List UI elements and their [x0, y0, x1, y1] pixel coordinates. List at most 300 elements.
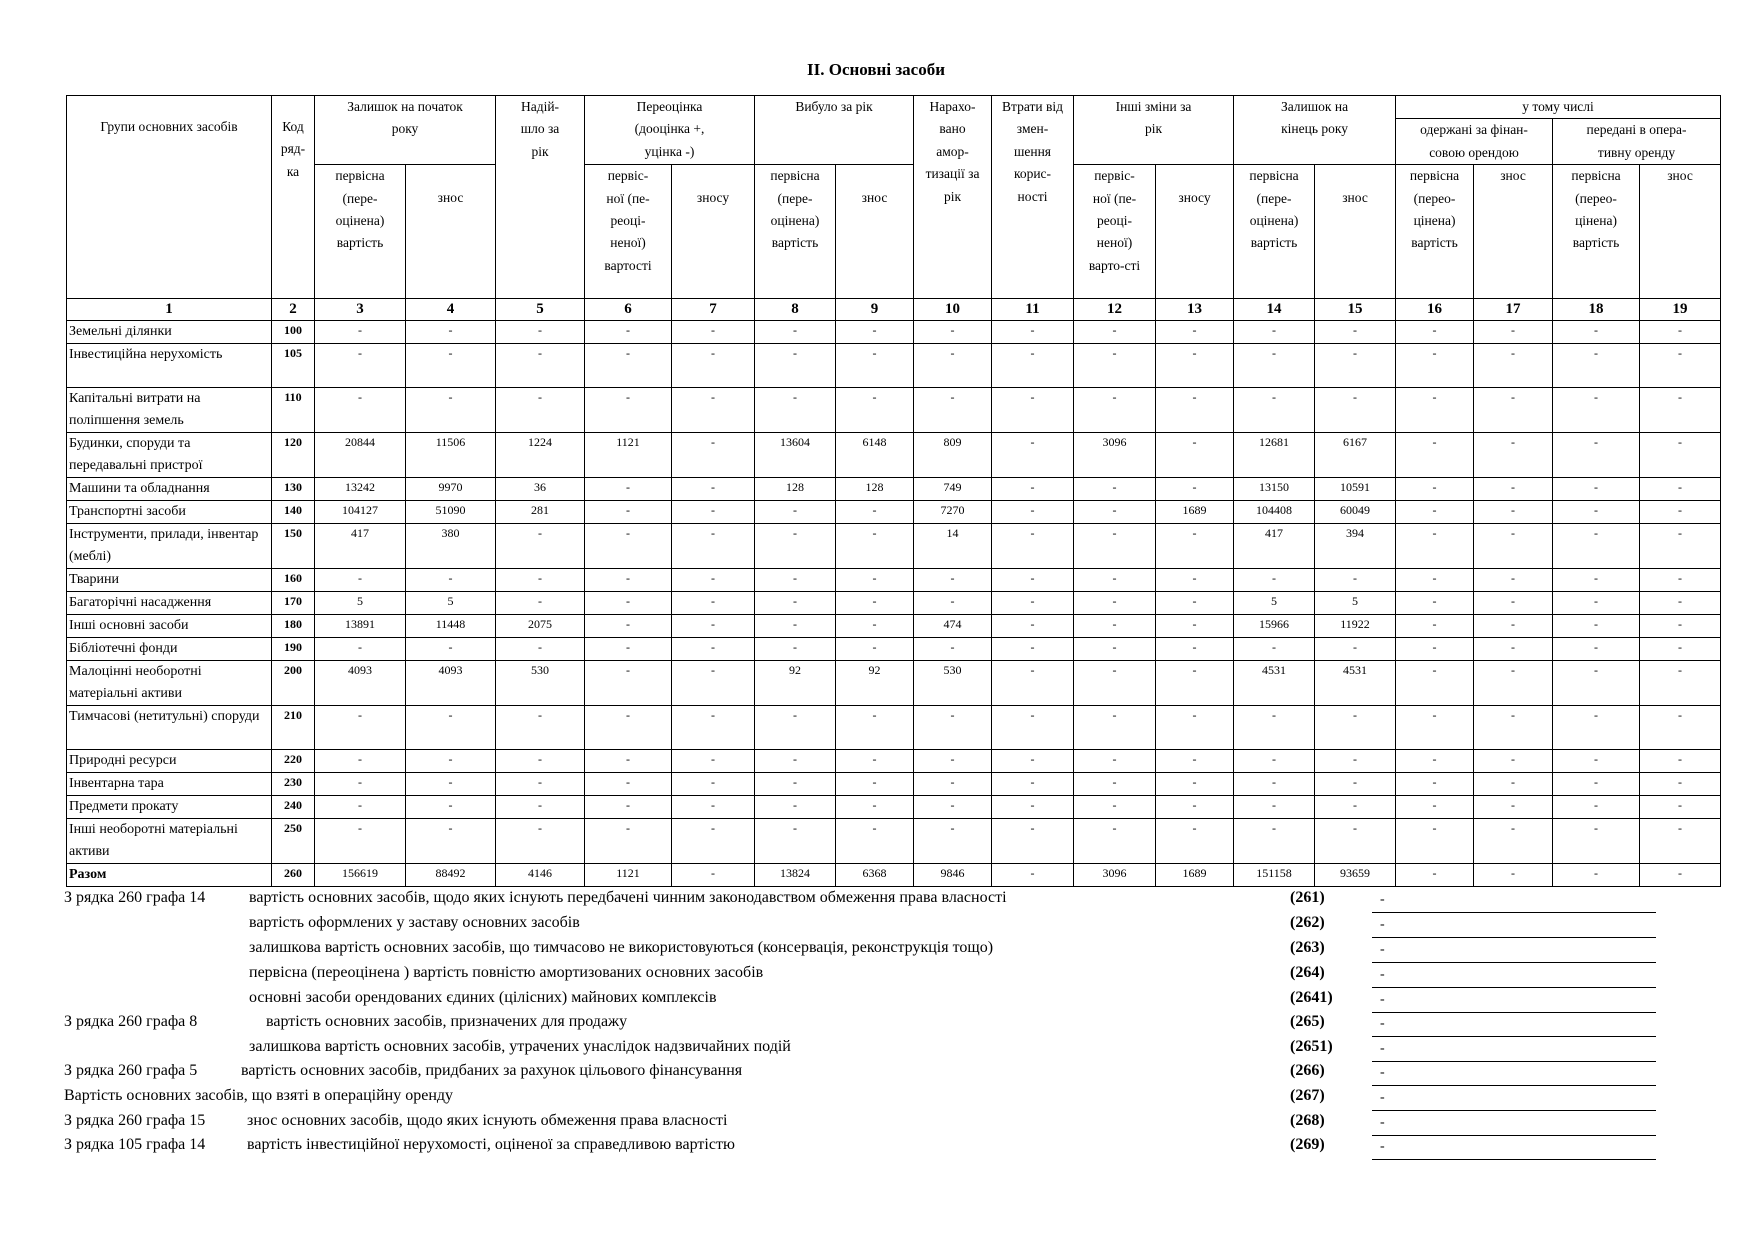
note-code: (269)	[1290, 1136, 1325, 1153]
table-cell: -	[585, 592, 672, 615]
table-cell: 15966	[1234, 615, 1315, 638]
table-cell: -	[585, 478, 672, 501]
table-cell: -	[496, 819, 585, 864]
row-code: 110	[272, 388, 315, 433]
table-cell: -	[1074, 524, 1156, 569]
row-code: 150	[272, 524, 315, 569]
row-code: 130	[272, 478, 315, 501]
header-col14: первісна (пере-оцінена) вартість	[1234, 165, 1315, 299]
table-cell: -	[1315, 388, 1396, 433]
table-cell: -	[914, 706, 992, 750]
table-cell: -	[1074, 750, 1156, 773]
table-cell: -	[755, 569, 836, 592]
table-cell: -	[836, 615, 914, 638]
row-code: 200	[272, 661, 315, 706]
table-cell: -	[836, 750, 914, 773]
row-name: Інші основні засоби	[67, 615, 272, 638]
note-code: (2641)	[1290, 989, 1333, 1006]
table-cell: 13824	[755, 864, 836, 887]
table-cell: -	[1474, 638, 1553, 661]
table-cell: 7270	[914, 501, 992, 524]
table-cell: -	[672, 569, 755, 592]
table-cell: -	[1074, 321, 1156, 344]
table-cell: -	[1474, 388, 1553, 433]
table-cell: 5	[1315, 592, 1396, 615]
table-cell: -	[672, 321, 755, 344]
table-cell: -	[1074, 773, 1156, 796]
table-cell: -	[755, 706, 836, 750]
note-code: (262)	[1290, 914, 1325, 931]
table-cell: -	[585, 773, 672, 796]
table-cell: -	[755, 524, 836, 569]
table-cell: -	[1156, 524, 1234, 569]
table-cell: -	[1156, 321, 1234, 344]
header-col16: первісна (перео-цінена) вартість	[1396, 165, 1474, 299]
table-cell: -	[1640, 501, 1721, 524]
table-cell: -	[992, 819, 1074, 864]
row-name: Природні ресурси	[67, 750, 272, 773]
table-cell: -	[1074, 501, 1156, 524]
table-cell: -	[836, 569, 914, 592]
table-cell: -	[1553, 864, 1640, 887]
table-cell: 2075	[496, 615, 585, 638]
table-cell: -	[315, 638, 406, 661]
table-cell: -	[672, 478, 755, 501]
column-number: 5	[496, 299, 585, 321]
note-code: (263)	[1290, 939, 1325, 956]
table-cell: -	[992, 524, 1074, 569]
header-col19: знос	[1640, 165, 1721, 299]
table-cell: 5	[406, 592, 496, 615]
table-cell: -	[672, 433, 755, 478]
table-cell: -	[1074, 592, 1156, 615]
table-cell: 128	[836, 478, 914, 501]
table-cell: -	[1553, 501, 1640, 524]
table-cell: -	[1474, 478, 1553, 501]
column-number: 11	[992, 299, 1074, 321]
table-cell: -	[315, 750, 406, 773]
table-cell: -	[1396, 864, 1474, 887]
table-cell: -	[406, 819, 496, 864]
table-cell: -	[1474, 615, 1553, 638]
header-col13: зносу	[1156, 165, 1234, 299]
table-cell: -	[755, 501, 836, 524]
table-cell: -	[914, 773, 992, 796]
header-col4: знос	[406, 165, 496, 299]
note-text: залишкова вартість основних засобів, що тимчасово не використовуються (консервація, реконструкція тощо)	[249, 939, 994, 956]
table-cell: -	[585, 661, 672, 706]
table-cell: -	[755, 638, 836, 661]
header-amort: Нарахо-вано амор-тизації за рік	[914, 96, 992, 299]
table-cell: -	[1234, 638, 1315, 661]
table-cell: -	[1396, 750, 1474, 773]
table-cell: -	[496, 796, 585, 819]
table-cell: -	[406, 321, 496, 344]
table-cell: -	[1474, 796, 1553, 819]
table-cell: -	[672, 819, 755, 864]
table-cell: -	[315, 344, 406, 388]
row-code: 170	[272, 592, 315, 615]
header-col18: первісна (перео-цінена) вартість	[1553, 165, 1640, 299]
table-cell: 13604	[755, 433, 836, 478]
note-value-field: -	[1372, 1115, 1656, 1136]
table-cell: -	[1474, 592, 1553, 615]
table-cell: -	[672, 796, 755, 819]
table-cell: -	[1234, 569, 1315, 592]
table-cell: -	[496, 592, 585, 615]
table-cell: -	[1640, 321, 1721, 344]
table-cell: 9970	[406, 478, 496, 501]
row-code: 260	[272, 864, 315, 887]
table-cell: -	[496, 638, 585, 661]
row-name: Предмети прокату	[67, 796, 272, 819]
table-cell: 92	[755, 661, 836, 706]
table-cell: -	[406, 773, 496, 796]
table-cell: 156619	[315, 864, 406, 887]
table-cell: -	[585, 615, 672, 638]
table-cell: -	[992, 344, 1074, 388]
table-cell: -	[1396, 819, 1474, 864]
table-cell: -	[1474, 569, 1553, 592]
table-cell: -	[672, 864, 755, 887]
header-col15: знос	[1315, 165, 1396, 299]
table-cell: 5	[315, 592, 406, 615]
table-cell: -	[585, 796, 672, 819]
table-cell: -	[992, 773, 1074, 796]
table-cell: -	[406, 388, 496, 433]
table-cell: -	[1315, 706, 1396, 750]
table-cell: -	[836, 796, 914, 819]
table-cell: 88492	[406, 864, 496, 887]
column-number: 19	[1640, 299, 1721, 321]
table-cell: -	[1156, 796, 1234, 819]
row-code: 190	[272, 638, 315, 661]
note-value-field: -	[1372, 1065, 1656, 1086]
table-cell: 12681	[1234, 433, 1315, 478]
note-text: вартість основних засобів, придбаних за рахунок цільового фінансування	[241, 1062, 743, 1079]
table-cell: -	[1396, 388, 1474, 433]
table-cell: 3096	[1074, 433, 1156, 478]
row-code: 105	[272, 344, 315, 388]
row-name: Тварини	[67, 569, 272, 592]
row-name: Бібліотечні фонди	[67, 638, 272, 661]
table-cell: -	[1396, 478, 1474, 501]
table-cell: -	[672, 706, 755, 750]
table-cell: -	[914, 592, 992, 615]
header-end: Залишок на кінець року	[1234, 96, 1396, 165]
table-cell: -	[406, 706, 496, 750]
column-number: 18	[1553, 299, 1640, 321]
table-cell: 6167	[1315, 433, 1396, 478]
table-cell: -	[1474, 344, 1553, 388]
note-code: (266)	[1290, 1062, 1325, 1079]
note-prefix: З рядка 260 графа 15	[64, 1112, 206, 1129]
table-cell: 1121	[585, 433, 672, 478]
table-cell: -	[1156, 433, 1234, 478]
row-name: Разом	[67, 864, 272, 887]
table-cell: 93659	[1315, 864, 1396, 887]
table-cell: 1121	[585, 864, 672, 887]
note-code: (261)	[1290, 889, 1325, 906]
table-cell: -	[496, 750, 585, 773]
table-cell: -	[1553, 773, 1640, 796]
table-cell: -	[1156, 344, 1234, 388]
table-cell: -	[1396, 524, 1474, 569]
table-cell: -	[585, 321, 672, 344]
table-cell: 13242	[315, 478, 406, 501]
table-cell: 1689	[1156, 501, 1234, 524]
table-cell: -	[672, 638, 755, 661]
table-cell: -	[1074, 388, 1156, 433]
table-cell: -	[1553, 592, 1640, 615]
table-cell: 51090	[406, 501, 496, 524]
table-cell: -	[1553, 569, 1640, 592]
table-cell: -	[1074, 796, 1156, 819]
table-cell: -	[1074, 615, 1156, 638]
table-cell: 749	[914, 478, 992, 501]
table-cell: -	[315, 773, 406, 796]
table-cell: -	[1315, 773, 1396, 796]
table-cell: -	[992, 661, 1074, 706]
table-cell: 417	[315, 524, 406, 569]
table-cell: -	[1315, 638, 1396, 661]
table-cell: 11922	[1315, 615, 1396, 638]
table-cell: 11448	[406, 615, 496, 638]
table-cell: -	[1474, 773, 1553, 796]
row-code: 220	[272, 750, 315, 773]
table-cell: -	[1553, 819, 1640, 864]
table-cell: -	[992, 388, 1074, 433]
table-cell: -	[836, 638, 914, 661]
header-col3: первісна (пере-оцінена) вартість	[315, 165, 406, 299]
table-cell: -	[1396, 796, 1474, 819]
table-cell: 9846	[914, 864, 992, 887]
table-cell: -	[1156, 478, 1234, 501]
table-cell: -	[1074, 819, 1156, 864]
note-value-field: -	[1372, 892, 1656, 913]
table-cell: 10591	[1315, 478, 1396, 501]
table-cell: -	[585, 706, 672, 750]
note-value-field: -	[1372, 917, 1656, 938]
table-cell: -	[1553, 615, 1640, 638]
header-arrived: Надій-шло за рік	[496, 96, 585, 299]
column-number: 16	[1396, 299, 1474, 321]
table-cell: -	[1640, 864, 1721, 887]
table-cell: 474	[914, 615, 992, 638]
table-cell: -	[406, 638, 496, 661]
table-cell: -	[1156, 819, 1234, 864]
table-cell: -	[1156, 638, 1234, 661]
column-number: 10	[914, 299, 992, 321]
table-cell: -	[1234, 388, 1315, 433]
table-cell: -	[1156, 706, 1234, 750]
column-number: 1	[67, 299, 272, 321]
table-cell: -	[836, 773, 914, 796]
table-cell: 6368	[836, 864, 914, 887]
table-cell: -	[672, 750, 755, 773]
table-cell: -	[1074, 344, 1156, 388]
table-cell: -	[585, 388, 672, 433]
table-cell: -	[1234, 750, 1315, 773]
row-name: Транспортні засоби	[67, 501, 272, 524]
table-cell: -	[1553, 661, 1640, 706]
header-retired: Вибуло за рік	[755, 96, 914, 165]
table-cell: -	[1234, 819, 1315, 864]
table-cell: -	[914, 819, 992, 864]
table-cell: -	[1156, 661, 1234, 706]
row-name: Будинки, споруди та передавальні пристрої	[67, 433, 272, 478]
table-cell: 6148	[836, 433, 914, 478]
note-value-field: -	[1372, 992, 1656, 1013]
table-cell: -	[1640, 661, 1721, 706]
table-cell: 4093	[315, 661, 406, 706]
table-cell: -	[1553, 478, 1640, 501]
note-value-field: -	[1372, 1090, 1656, 1111]
row-name: Малоцінні необоротні матеріальні активи	[67, 661, 272, 706]
table-cell: 380	[406, 524, 496, 569]
table-cell: 809	[914, 433, 992, 478]
table-cell: 4531	[1315, 661, 1396, 706]
note-prefix: З рядка 260 графа 5	[64, 1062, 198, 1079]
table-cell: -	[1553, 750, 1640, 773]
table-cell: -	[1074, 569, 1156, 592]
table-cell: 530	[914, 661, 992, 706]
table-cell: -	[1640, 706, 1721, 750]
header-col9: знос	[836, 165, 914, 299]
table-cell: -	[1640, 478, 1721, 501]
table-cell: -	[1234, 344, 1315, 388]
table-cell: -	[672, 615, 755, 638]
table-cell: -	[1396, 706, 1474, 750]
table-cell: -	[1640, 750, 1721, 773]
table-cell: -	[672, 592, 755, 615]
note-code: (268)	[1290, 1112, 1325, 1129]
table-cell: 20844	[315, 433, 406, 478]
row-name: Тимчасові (нетитульні) споруди	[67, 706, 272, 750]
header-code: Код ряд-ка	[272, 96, 315, 299]
header-revalue: Переоцінка (дооцінка +, уцінка -)	[585, 96, 755, 165]
note-text: основні засоби орендованих єдиних (цілісних) майнових комплексів	[249, 989, 717, 1006]
table-cell: -	[1474, 661, 1553, 706]
table-cell: -	[1156, 773, 1234, 796]
table-cell: -	[1553, 796, 1640, 819]
table-cell: -	[1234, 706, 1315, 750]
table-cell: -	[1640, 433, 1721, 478]
table-cell: -	[1640, 524, 1721, 569]
table-cell: -	[1396, 321, 1474, 344]
table-cell: -	[315, 388, 406, 433]
row-code: 250	[272, 819, 315, 864]
table-cell: -	[1396, 773, 1474, 796]
table-cell: -	[1234, 796, 1315, 819]
table-cell: -	[1396, 592, 1474, 615]
note-prefix: Вартість основних засобів, що взяті в операційну оренду	[64, 1087, 454, 1104]
table-cell: -	[315, 796, 406, 819]
header-lease-in: одержані за фінан-совою орендою	[1396, 119, 1553, 165]
note-value-field: -	[1372, 1139, 1656, 1160]
table-cell: 36	[496, 478, 585, 501]
table-cell: -	[836, 344, 914, 388]
table-cell: -	[755, 388, 836, 433]
table-cell: -	[496, 321, 585, 344]
table-cell: -	[1474, 819, 1553, 864]
table-cell: -	[836, 524, 914, 569]
table-cell: -	[496, 344, 585, 388]
table-cell: -	[315, 321, 406, 344]
table-cell: -	[1553, 524, 1640, 569]
table-cell: -	[1640, 592, 1721, 615]
table-cell: 4531	[1234, 661, 1315, 706]
table-cell: -	[992, 501, 1074, 524]
table-cell: -	[992, 478, 1074, 501]
table-cell: -	[496, 388, 585, 433]
row-name: Машини та обладнання	[67, 478, 272, 501]
note-text: вартість основних засобів, призначених для продажу	[266, 1013, 628, 1030]
table-cell: -	[755, 321, 836, 344]
note-code: (2651)	[1290, 1038, 1333, 1055]
table-cell: -	[1474, 524, 1553, 569]
table-cell: -	[406, 750, 496, 773]
row-code: 210	[272, 706, 315, 750]
table-cell: -	[1234, 773, 1315, 796]
table-cell: 4093	[406, 661, 496, 706]
table-cell: -	[914, 321, 992, 344]
table-cell: -	[585, 569, 672, 592]
table-cell: 394	[1315, 524, 1396, 569]
table-cell: -	[406, 344, 496, 388]
note-text: вартість оформлених у заставу основних засобів	[249, 914, 580, 931]
table-cell: -	[914, 750, 992, 773]
table-cell: -	[992, 750, 1074, 773]
table-cell: 11506	[406, 433, 496, 478]
row-code: 180	[272, 615, 315, 638]
table-cell: -	[1474, 433, 1553, 478]
table-cell: -	[585, 638, 672, 661]
table-cell: -	[992, 615, 1074, 638]
table-cell: -	[585, 750, 672, 773]
header-col17: знос	[1474, 165, 1553, 299]
table-cell: -	[1315, 569, 1396, 592]
table-cell: -	[585, 501, 672, 524]
table-cell: -	[1640, 615, 1721, 638]
table-cell: -	[672, 501, 755, 524]
table-cell: -	[1474, 750, 1553, 773]
column-number: 15	[1315, 299, 1396, 321]
header-other: Інші зміни за рік	[1074, 96, 1234, 165]
header-col7: зносу	[672, 165, 755, 299]
note-value-field: -	[1372, 942, 1656, 963]
table-cell: 60049	[1315, 501, 1396, 524]
row-code: 160	[272, 569, 315, 592]
table-cell: -	[755, 773, 836, 796]
table-cell: -	[585, 344, 672, 388]
row-name: Багаторічні насадження	[67, 592, 272, 615]
table-cell: -	[672, 388, 755, 433]
table-cell: -	[992, 864, 1074, 887]
table-cell: 530	[496, 661, 585, 706]
table-cell: -	[1640, 344, 1721, 388]
table-cell: -	[1474, 706, 1553, 750]
table-cell: 3096	[1074, 864, 1156, 887]
column-number: 3	[315, 299, 406, 321]
table-cell: -	[1156, 569, 1234, 592]
row-name: Інструменти, прилади, інвентар (меблі)	[67, 524, 272, 569]
table-cell: -	[836, 388, 914, 433]
column-number: 7	[672, 299, 755, 321]
note-text: вартість інвестиційної нерухомості, оціненої за справедливою вартістю	[247, 1136, 735, 1153]
table-cell: -	[1315, 796, 1396, 819]
table-cell: -	[992, 433, 1074, 478]
